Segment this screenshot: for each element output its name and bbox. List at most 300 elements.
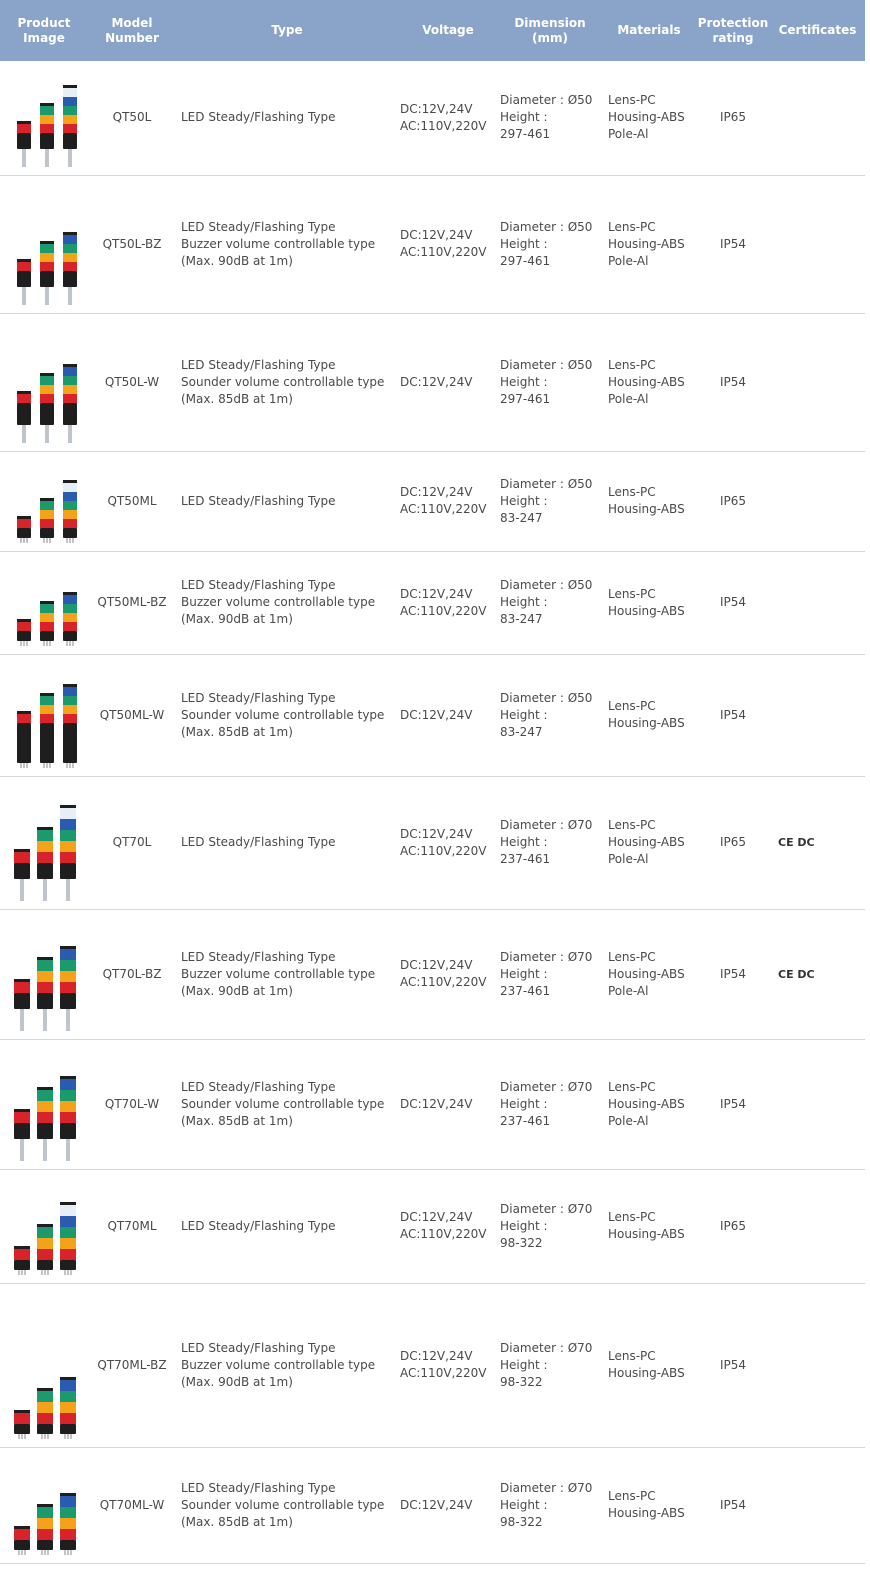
lamp-red (17, 714, 31, 723)
tower-leg (73, 641, 74, 646)
lamp-red (14, 982, 30, 993)
model-number: QT70L (88, 776, 176, 909)
lamp-red (63, 519, 77, 528)
cell-line: Diameter : Ø50 (500, 219, 593, 234)
lamp-red (17, 622, 31, 631)
cell-line: LED Steady/Flashing Type (181, 1480, 336, 1495)
voltage-cell (398, 654, 498, 776)
cell-line: LED Steady/Flashing Type (181, 949, 336, 964)
lamp-amber (60, 1238, 76, 1249)
cell-line: Diameter : Ø70 (500, 949, 593, 964)
tower-cap (14, 979, 30, 982)
cell-line: DC:12V,24V (400, 374, 473, 389)
cell-line: 297-461 (500, 391, 551, 406)
dimension-cell (498, 909, 602, 1039)
tower-pole (20, 1009, 24, 1031)
tower-leg (50, 538, 51, 543)
cell-line: Height : (500, 374, 548, 389)
model-number: QT50L-W (88, 313, 176, 451)
table-row (0, 1169, 865, 1283)
tower-housing (37, 1123, 53, 1139)
lamp-red (40, 519, 54, 528)
tower-leg (22, 1434, 23, 1439)
tower-pole (22, 149, 26, 167)
cell-line: Diameter : Ø50 (500, 93, 593, 108)
tower-cap (17, 619, 31, 622)
tower-cap (17, 391, 31, 394)
protection-rating: IP54 (696, 654, 770, 776)
lamp-green (63, 501, 77, 510)
cell-line: Height : (500, 1357, 548, 1372)
type-cell (176, 313, 398, 451)
cell-line: Housing-ABS (608, 1227, 685, 1241)
lamp-blue (63, 687, 77, 696)
tower-leg (19, 1434, 20, 1439)
certificates-cell (770, 551, 865, 654)
lamp-red (60, 1112, 76, 1123)
lamp-white (63, 483, 77, 492)
tower-leg (42, 1550, 43, 1555)
header-dimension: Dimension (mm) (498, 0, 602, 61)
lamp-amber (37, 1238, 53, 1249)
tower-housing (63, 723, 77, 763)
tower-housing (37, 1540, 53, 1550)
tower-leg (21, 641, 22, 646)
lamp-green (37, 1391, 53, 1402)
cell-line: 98-322 (500, 1235, 543, 1250)
cell-line: LED Steady/Flashing Type (181, 219, 336, 234)
lamp-red (63, 622, 77, 631)
cell-line: Housing-ABS (608, 835, 685, 849)
tower-housing (60, 1540, 76, 1550)
table-row (0, 175, 865, 313)
signal-tower-image (4, 555, 84, 650)
model-number: QT70ML (88, 1169, 176, 1283)
tower-cap (60, 1377, 76, 1380)
tower-cap (40, 601, 54, 604)
cell-line: LED Steady/Flashing Type (181, 690, 336, 705)
header-certificates: Certificates (770, 0, 865, 61)
tower-cap (63, 85, 77, 88)
product-image-cell (0, 909, 88, 1039)
cell-line: Height : (500, 493, 548, 508)
tower-pole (20, 1139, 24, 1161)
cell-line: Housing-ABS (608, 716, 685, 730)
tower-leg (67, 538, 68, 543)
protection-rating: IP54 (696, 1283, 770, 1447)
cell-line: Diameter : Ø50 (500, 578, 593, 592)
cell-line: Housing-ABS (608, 1506, 685, 1520)
certificates-cell (770, 313, 865, 451)
tower-housing (60, 1260, 76, 1270)
protection-rating: IP54 (696, 313, 770, 451)
tower-cap (60, 805, 76, 808)
tower-cap (14, 1410, 30, 1413)
tower-housing (17, 631, 31, 641)
table-row (0, 451, 865, 551)
tower-leg (48, 1434, 49, 1439)
tower-leg (65, 1270, 66, 1275)
tower-leg (48, 1550, 49, 1555)
cell-line: Lens-PC (608, 1489, 656, 1503)
cell-line: Lens-PC (608, 818, 656, 832)
protection-rating: IP54 (696, 1447, 770, 1563)
tower-cap (63, 364, 77, 367)
protection-rating: IP65 (696, 776, 770, 909)
tower-leg (65, 1550, 66, 1555)
table-row (0, 1039, 865, 1169)
tower-cap (40, 373, 54, 376)
dimension-cell (498, 1169, 602, 1283)
tower-housing (63, 631, 77, 641)
cell-line: DC:12V,24V (400, 101, 473, 116)
tower-leg (47, 641, 48, 646)
model-number: QT50ML-BZ (88, 551, 176, 654)
tower-pole (45, 425, 49, 443)
lamp-green (40, 106, 54, 115)
tower-leg (68, 1434, 69, 1439)
tower-leg (73, 538, 74, 543)
cell-line: 297-461 (500, 253, 551, 268)
cell-line: Lens-PC (608, 93, 656, 108)
lamp-red (37, 1529, 53, 1540)
tower-housing (63, 271, 77, 287)
tower-cap (60, 1202, 76, 1205)
tower-cap (17, 259, 31, 262)
lamp-red (14, 852, 30, 863)
tower-leg (70, 763, 71, 768)
cell-line: Lens-PC (608, 1349, 656, 1363)
cell-line: Housing-ABS (608, 374, 685, 389)
model-number: QT50ML-W (88, 654, 176, 776)
lamp-red (60, 1413, 76, 1424)
type-cell (176, 654, 398, 776)
tower-housing (60, 993, 76, 1009)
dimension-cell (498, 776, 602, 909)
tower-leg (44, 641, 45, 646)
type-cell (176, 776, 398, 909)
tower-cap (63, 232, 77, 235)
tower-pole (66, 1009, 70, 1031)
cell-line: LED Steady/Flashing Type (181, 110, 336, 125)
product-image-cell (0, 1169, 88, 1283)
type-cell (176, 551, 398, 654)
lamp-amber (40, 385, 54, 394)
cell-line: 237-461 (500, 983, 551, 998)
tower-leg (71, 1550, 72, 1555)
cell-line: Height : (500, 110, 548, 125)
lamp-amber (63, 385, 77, 394)
product-image-cell (0, 313, 88, 451)
dimension-cell (498, 654, 602, 776)
cell-line: (Max. 85dB at 1m) (181, 1113, 293, 1128)
materials-cell (602, 776, 696, 909)
tower-housing (40, 631, 54, 641)
cell-line: LED Steady/Flashing Type (181, 835, 336, 849)
signal-tower-image (4, 913, 84, 1035)
product-image-cell (0, 776, 88, 909)
tower-leg (68, 1270, 69, 1275)
tower-cap (40, 498, 54, 501)
lamp-red (60, 1249, 76, 1260)
voltage-cell (398, 61, 498, 175)
lamp-amber (40, 705, 54, 714)
cell-line: Height : (500, 1497, 548, 1512)
lamp-green (63, 604, 77, 613)
cell-line: DC:12V,24V (400, 485, 473, 499)
dimension-cell (498, 1039, 602, 1169)
signal-tower-image (4, 455, 84, 547)
materials-cell (602, 451, 696, 551)
model-number: QT70L-BZ (88, 909, 176, 1039)
cell-line: Diameter : Ø70 (500, 1201, 593, 1216)
lamp-blue (60, 1380, 76, 1391)
lamp-red (37, 852, 53, 863)
lamp-blue (63, 235, 77, 244)
voltage-cell (398, 451, 498, 551)
cell-line: DC:12V,24V (400, 1210, 473, 1224)
cell-line: LED Steady/Flashing Type (181, 1340, 336, 1355)
tower-housing (40, 271, 54, 287)
tower-leg (24, 641, 25, 646)
tower-pole (22, 287, 26, 305)
tower-cap (37, 1388, 53, 1391)
protection-rating: IP54 (696, 551, 770, 654)
cell-line: Pole-Al (608, 127, 649, 142)
dimension-cell (498, 1283, 602, 1447)
tower-pole (45, 287, 49, 305)
tower-housing (40, 528, 54, 538)
lamp-amber (63, 115, 77, 124)
certificates-cell (770, 776, 865, 909)
cell-line: Pole-Al (608, 852, 649, 866)
materials-cell (602, 175, 696, 313)
lamp-green (60, 1391, 76, 1402)
cell-line: Height : (500, 1096, 548, 1111)
voltage-cell (398, 1283, 498, 1447)
tower-leg (44, 538, 45, 543)
cell-line: Diameter : Ø70 (500, 818, 593, 832)
tower-cap (40, 693, 54, 696)
tower-housing (37, 993, 53, 1009)
voltage-cell (398, 1447, 498, 1563)
tower-housing (37, 1260, 53, 1270)
cell-line: DC:12V,24V (400, 586, 473, 601)
product-image-cell (0, 61, 88, 175)
tower-leg (25, 1434, 26, 1439)
tower-cap (40, 241, 54, 244)
cell-line: AC:110V,220V (400, 843, 487, 858)
tower-pole (45, 149, 49, 167)
tower-leg (71, 1434, 72, 1439)
cell-line: Sounder volume controllable type (181, 1096, 385, 1111)
table-body (0, 61, 865, 1563)
tower-cap (40, 103, 54, 106)
tower-cap (60, 1076, 76, 1079)
tower-cap (14, 1246, 30, 1249)
lamp-white (60, 808, 76, 819)
cell-line: Diameter : Ø50 (500, 690, 593, 705)
lamp-red (37, 1249, 53, 1260)
tower-cap (63, 592, 77, 595)
tower-pole (43, 879, 47, 901)
tower-leg (27, 538, 28, 543)
type-cell (176, 175, 398, 313)
signal-tower-image (4, 317, 84, 447)
ce-mark-icon: CE DC (778, 967, 815, 981)
cell-line: Height : (500, 1218, 548, 1233)
header-row (0, 0, 865, 61)
tower-leg (27, 641, 28, 646)
cell-line: Diameter : Ø70 (500, 1340, 593, 1355)
lamp-red (60, 982, 76, 993)
lamp-red (40, 394, 54, 403)
certificates-cell (770, 909, 865, 1039)
header-model-number: Model Number (88, 0, 176, 61)
model-number: QT50ML (88, 451, 176, 551)
tower-pole (22, 425, 26, 443)
model-number: QT50L-BZ (88, 175, 176, 313)
type-cell (176, 1447, 398, 1563)
voltage-cell (398, 909, 498, 1039)
tower-housing (40, 133, 54, 149)
lamp-red (63, 714, 77, 723)
certificates-cell (770, 1447, 865, 1563)
cell-line: AC:110V,220V (400, 975, 487, 989)
lamp-amber (60, 971, 76, 982)
cell-line: LED Steady/Flashing Type (181, 1079, 336, 1094)
tower-cap (63, 480, 77, 483)
tower-cap (60, 1493, 76, 1496)
cell-line: DC:12V,24V (400, 228, 473, 242)
tower-pole (66, 1139, 70, 1161)
certificates-cell (770, 175, 865, 313)
header-materials: Materials (602, 0, 696, 61)
tower-pole (68, 149, 72, 167)
lamp-amber (37, 971, 53, 982)
cell-line: DC:12V,24V (400, 707, 473, 722)
protection-rating: IP65 (696, 1169, 770, 1283)
cell-line: Diameter : Ø70 (500, 1480, 593, 1495)
dimension-cell (498, 1447, 602, 1563)
lamp-amber (40, 253, 54, 262)
lamp-red (37, 982, 53, 993)
lamp-green (40, 696, 54, 705)
voltage-cell (398, 776, 498, 909)
tower-housing (60, 1123, 76, 1139)
tower-leg (67, 763, 68, 768)
lamp-amber (40, 115, 54, 124)
ce-mark-icon: CE DC (778, 836, 815, 849)
dimension-cell (498, 175, 602, 313)
cell-line: Height : (500, 595, 548, 609)
lamp-red (63, 124, 77, 133)
table-row (0, 1283, 865, 1447)
tower-pole (20, 879, 24, 901)
tower-cap (17, 711, 31, 714)
header-protection-rating: Protection rating (696, 0, 770, 61)
tower-housing (14, 1424, 30, 1434)
tower-cap (17, 516, 31, 519)
product-image-cell (0, 175, 88, 313)
lamp-green (63, 106, 77, 115)
model-number: QT70ML-W (88, 1447, 176, 1563)
tower-leg (47, 763, 48, 768)
lamp-amber (37, 1518, 53, 1529)
type-cell (176, 909, 398, 1039)
lamp-amber (37, 841, 53, 852)
tower-housing (14, 1123, 30, 1139)
cell-line: 83-247 (500, 510, 543, 525)
tower-cap (14, 1109, 30, 1112)
tower-housing (40, 403, 54, 425)
cell-line: AC:110V,220V (400, 1227, 487, 1241)
cell-line: 83-247 (500, 724, 543, 739)
product-image-cell (0, 1283, 88, 1447)
header-type: Type (176, 0, 398, 61)
lamp-amber (63, 510, 77, 519)
tower-leg (22, 1550, 23, 1555)
signal-tower-image (4, 179, 84, 309)
header-product-image: Product Image (0, 0, 88, 61)
lamp-green (40, 501, 54, 510)
lamp-green (63, 244, 77, 253)
materials-cell (602, 1039, 696, 1169)
lamp-red (37, 1413, 53, 1424)
lamp-green (63, 376, 77, 385)
tower-housing (17, 528, 31, 538)
tower-leg (50, 641, 51, 646)
type-cell (176, 61, 398, 175)
cell-line: (Max. 85dB at 1m) (181, 724, 293, 739)
tower-pole (66, 879, 70, 901)
lamp-blue (63, 97, 77, 106)
tower-cap (14, 1526, 30, 1529)
tower-housing (63, 403, 77, 425)
cell-line: Lens-PC (608, 357, 656, 372)
cell-line: LED Steady/Flashing Type (181, 578, 336, 592)
cell-line: Diameter : Ø70 (500, 1079, 593, 1094)
cell-line: Buzzer volume controllable type (181, 236, 376, 251)
tower-leg (68, 1550, 69, 1555)
materials-cell (602, 1169, 696, 1283)
lamp-blue (60, 949, 76, 960)
cell-line: 83-247 (500, 612, 543, 626)
tower-leg (70, 538, 71, 543)
model-number: QT50L (88, 61, 176, 175)
type-cell (176, 1169, 398, 1283)
cell-line: AC:110V,220V (400, 502, 487, 516)
lamp-blue (63, 367, 77, 376)
tower-leg (25, 1270, 26, 1275)
tower-housing (14, 993, 30, 1009)
dimension-cell (498, 61, 602, 175)
tower-housing (17, 723, 31, 763)
lamp-green (60, 830, 76, 841)
cell-line: Lens-PC (608, 485, 656, 499)
lamp-red (17, 519, 31, 528)
lamp-red (60, 852, 76, 863)
table-row (0, 1447, 865, 1563)
voltage-cell (398, 551, 498, 654)
lamp-red (40, 622, 54, 631)
cell-line: Housing-ABS (608, 1096, 685, 1111)
tower-leg (50, 763, 51, 768)
lamp-amber (40, 510, 54, 519)
tower-housing (37, 863, 53, 879)
cell-line: DC:12V,24V (400, 1096, 473, 1111)
certificates-cell (770, 451, 865, 551)
